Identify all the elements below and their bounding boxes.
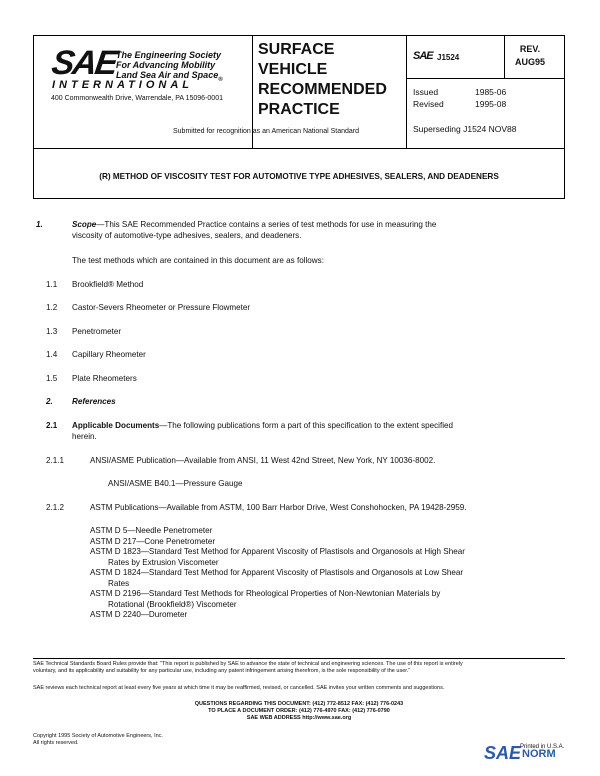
section-1-scope: Scope—This SAE Recommended Practice contains a series of test methods for use in measuring the viscosity of automotive-type adhesives, sealers, and deadeners. <box>72 220 437 240</box>
method-label: Brookfield® Method <box>72 280 144 289</box>
section-2-1-1-text: ANSI/ASME Publication—Available from ANSI, 11 West 42nd Street, New York, NY 10036-8002. <box>90 456 436 465</box>
review-note: SAE reviews each technical report at least every five years at which time it may be reaffirmed, revised, or cancelled. SAE invites your written comments and suggestions. <box>33 685 445 691</box>
tagline: The Engineering Society For Advancing Mobility Land Sea Air and Space$_®$ <box>116 50 223 83</box>
astm-item: ASTM D 1824—Standard Test Method for Apparent Viscosity of Plastisols and Organosols at Low Shear <box>90 568 464 577</box>
method-label: Plate Rheometers <box>72 374 137 383</box>
method-num: 1.4 <box>46 350 58 359</box>
section-2-1-2-text: ASTM Publications—Available from ASTM, 100 Barr Harbor Drive, West Conshohocken, PA 19428-2959. <box>90 503 467 512</box>
method-label: Penetrometer <box>72 327 122 336</box>
astm-item: Rotational (Brookfield®) Viscometer <box>108 599 237 609</box>
astm-item: ASTM D 2196—Standard Test Methods for Rheological Properties of Non-Newtonian Materials by <box>90 589 441 598</box>
footer-rule <box>33 658 565 659</box>
section-2-1-2-num: 2.1.2 <box>46 503 65 512</box>
section-2-1-num: 2.1 <box>46 421 58 430</box>
astm-item: Rates <box>108 578 130 588</box>
section-2-1-1-num: 2.1.1 <box>46 456 65 465</box>
astm-list <box>90 526 548 621</box>
method-num: 1.2 <box>46 303 58 312</box>
document-number: J1524 <box>437 53 460 62</box>
section-1-num: 1. <box>36 220 43 229</box>
superseding: Superseding J1524 NOV88 <box>413 124 517 134</box>
section-2-heading: References <box>72 397 116 406</box>
astm-item: ASTM D 217—Cone Penetrometer <box>90 536 216 546</box>
submitted-note: Submitted for recognition as an American National Standard <box>173 128 359 135</box>
method-num: 1.1 <box>46 280 58 289</box>
method-label: Castor-Severs Rheometer or Pressure Flowmeter <box>72 303 251 312</box>
sae-logo: SAE <box>49 44 119 82</box>
method-num: 1.5 <box>46 374 58 383</box>
printed-in: Printed in U.S.A. <box>520 744 565 750</box>
address: 400 Commonwealth Drive, Warrendale, PA 15096-0001 <box>51 95 223 102</box>
policy-note: SAE Technical Standards Board Rules provide that: "This report is published by SAE to advance the state of technical and engineering sciences. The use of this report is entirely voluntary, and its applicability and suitability for any particular use, including any patent infringement arising therefrom, is the sole responsibility of the user." <box>33 661 463 674</box>
issue-dates: Issued 1985-06 Revised 1995-08 <box>413 87 507 109</box>
astm-item: ASTM D 5—Needle Penetrometer <box>90 526 213 535</box>
document-title: (R) METHOD OF VISCOSITY TEST FOR AUTOMOTIVE TYPE ADHESIVES, SEALERS, AND DEADENERS <box>99 172 499 181</box>
contact-info: QUESTIONS REGARDING THIS DOCUMENT: (412) 772-8512 FAX: (412) 776-0243 TO PLACE A DOCUMENT ORDER: (412) 776-4970 FAX: (412) 776-0790 SAE WEB ADDRESS http://www.sae.org <box>194 701 404 721</box>
ansi-item: ANSI/ASME B40.1—Pressure Gauge <box>108 479 243 488</box>
method-num: 1.3 <box>46 327 58 336</box>
astm-item: Rates by Extrusion Viscometer <box>108 557 219 567</box>
copyright: Copyright 1995 Society of Automotive Engineers, Inc. All rights reserved. <box>33 733 163 746</box>
sae-norm-watermark: SAE NORM <box>484 743 556 763</box>
astm-item: ASTM D 1823—Standard Test Method for Apparent Viscosity of Plastisols and Organosols at High Shear <box>90 547 465 556</box>
document-type: SURFACE VEHICLE RECOMMENDED PRACTICE <box>258 41 387 118</box>
astm-item: ASTM D 2240—Durometer <box>90 610 188 619</box>
revision: REV. AUG95 <box>515 44 546 67</box>
sae-small-logo: SAE <box>413 50 433 62</box>
section-2-num: 2. <box>46 397 53 406</box>
method-label: Capillary Rheometer <box>72 350 146 359</box>
section-2-1: Applicable Documents—The following publications form a part of this specification to the extent specified herein. <box>72 421 454 441</box>
international-wordmark: INTERNATIONAL <box>52 79 194 91</box>
methods-intro: The test methods which are contained in this document are as follows: <box>72 256 324 265</box>
